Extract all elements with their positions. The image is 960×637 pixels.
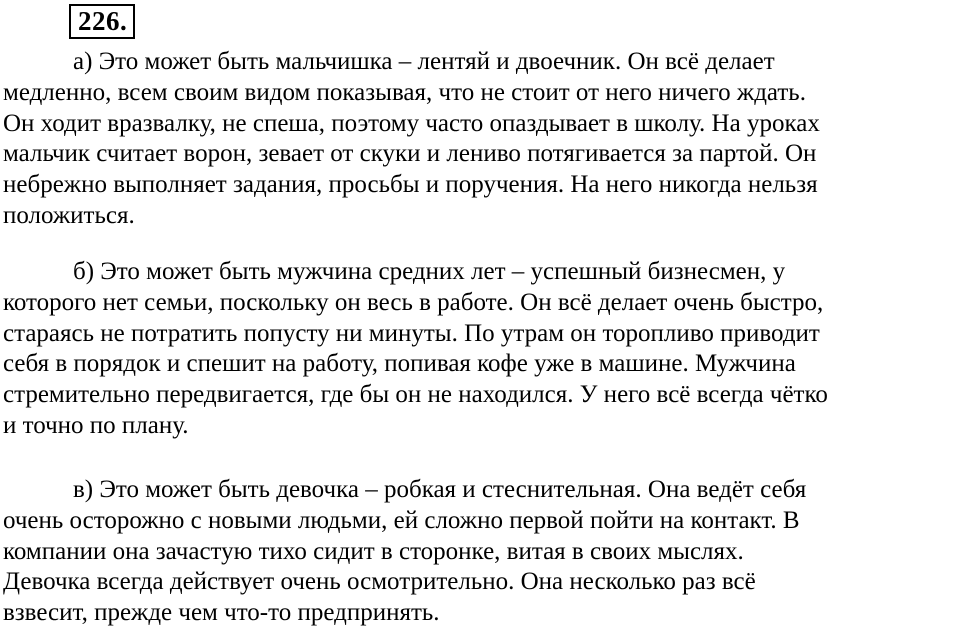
text-line: и точно по плану. [3, 411, 189, 439]
exercise-number: 226. [69, 4, 135, 39]
text-line: а) Это может быть мальчишка – лентяй и двоечник. Он всё делает [73, 48, 775, 75]
text-line: себя в порядок и спешит на работу, попивая кофе уже в машине. Мужчина [3, 350, 796, 378]
text-line: взвесит, прежде чем что-то предпринять. [3, 599, 440, 627]
text-line: стремительно передвигается, где бы он не находился. У него всё всегда чётко [3, 381, 828, 409]
paragraph-b [3, 257, 955, 442]
text-line: мальчик считает ворон, зевает от скуки и лениво потягивается за партой. Он [3, 140, 817, 168]
text-line: в) Это может быть девочка – робкая и стеснительная. Она ведёт себя [73, 476, 807, 503]
text-line: стараясь не потратить попусту ни минуты. По утрам он торопливо приводит [3, 319, 820, 347]
paragraph-c [3, 475, 955, 629]
text-line: Он ходит вразвалку, не спеша, поэтому часто опаздывает в школу. На уроках [3, 109, 820, 137]
paragraph-a [3, 47, 955, 232]
text-line: Девочка всегда действует очень осмотрительно. Она несколько раз всё [3, 568, 756, 596]
text-line: медленно, всем своим видом показывая, что не стоит от него ничего ждать. [3, 78, 806, 106]
text-line: компании она зачастую тихо сидит в сторонке, витая в своих мыслях. [3, 537, 744, 565]
text-line: которого нет семьи, поскольку он весь в работе. Он всё делает очень быстро, [3, 288, 824, 316]
text-line: б) Это может быть мужчина средних лет – успешный бизнесмен, у [73, 258, 786, 285]
text-line: небрежно выполняет задания, просьбы и поручения. На него никогда нельзя [3, 171, 818, 199]
text-line: положиться. [3, 201, 135, 229]
text-line: очень осторожно с новыми людьми, ей сложно первой пойти на контакт. В [3, 506, 800, 534]
